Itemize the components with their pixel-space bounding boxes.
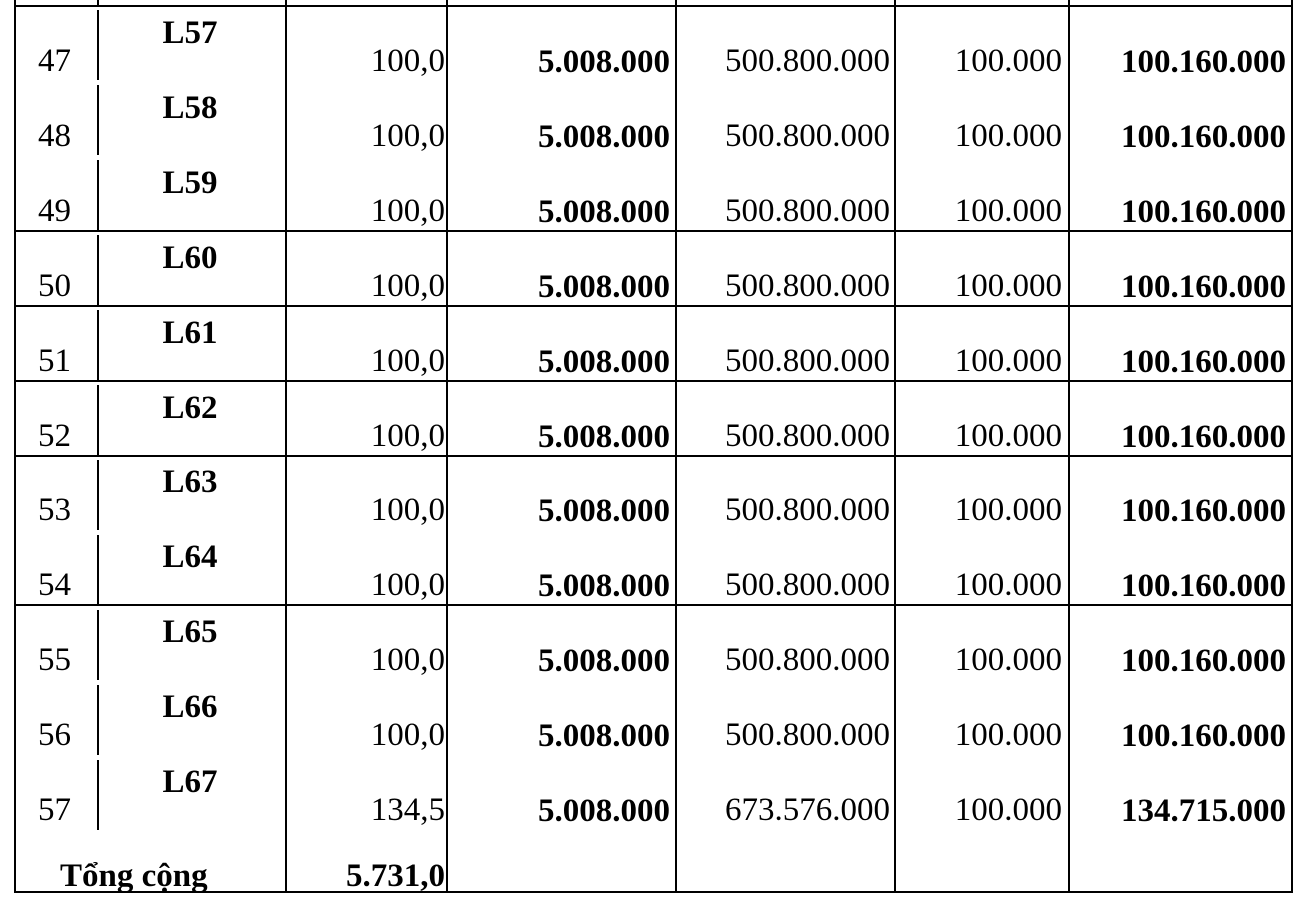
grid-line [97, 685, 99, 755]
cell-area: 100,0 [370, 567, 445, 604]
cell-deposit: 100.160.000 [1121, 193, 1286, 230]
cell-stt: 49 [38, 192, 71, 229]
cell-code: L65 [162, 614, 218, 651]
grid-line [1291, 0, 1293, 893]
grid-line [446, 0, 448, 893]
cell-deposit: 100.160.000 [1121, 643, 1286, 680]
cell-deposit: 100.160.000 [1121, 343, 1286, 380]
cell-step: 100.000 [954, 792, 1062, 828]
cell-value: 500.800.000 [725, 43, 890, 79]
cell-stt: 53 [38, 492, 71, 529]
cell-stt: 48 [38, 117, 71, 154]
cell-code: L61 [162, 314, 218, 351]
cell-stt: 47 [38, 43, 71, 79]
cell-code: L57 [162, 15, 218, 51]
cell-deposit: 100.160.000 [1121, 44, 1286, 80]
grid-line [14, 0, 16, 893]
cell-area: 100,0 [370, 267, 445, 304]
grid-line [97, 10, 99, 80]
cell-value: 500.800.000 [725, 567, 890, 604]
cell-stt: 55 [38, 642, 71, 679]
cell-step: 100.000 [954, 192, 1062, 229]
cell-code: L64 [162, 539, 218, 576]
cell-stt: 54 [38, 567, 71, 604]
cell-deposit: 100.160.000 [1121, 493, 1286, 530]
total-label: Tổng cộng [60, 858, 208, 894]
grid-line [14, 305, 1293, 307]
cell-step: 100.000 [954, 43, 1062, 79]
cell-step: 100.000 [954, 492, 1062, 529]
cell-area: 134,5 [370, 792, 445, 828]
cell-step: 100.000 [954, 417, 1062, 454]
cell-value: 500.800.000 [725, 642, 890, 679]
cell-code: L66 [162, 689, 218, 726]
cell-unit-price: 5.008.000 [538, 343, 670, 380]
cell-value: 500.800.000 [725, 717, 890, 754]
cell-code: L58 [162, 89, 218, 126]
grid-line [97, 0, 99, 5]
cell-deposit: 100.160.000 [1121, 268, 1286, 305]
cell-area: 100,0 [370, 192, 445, 229]
cell-deposit: 100.160.000 [1121, 418, 1286, 455]
cell-unit-price: 5.008.000 [538, 718, 670, 755]
cell-area: 100,0 [370, 492, 445, 529]
cell-unit-price: 5.008.000 [538, 193, 670, 230]
grid-line [97, 160, 99, 230]
cell-value: 500.800.000 [725, 267, 890, 304]
grid-line [97, 385, 99, 455]
grid-line [14, 604, 1293, 606]
cell-deposit: 100.160.000 [1121, 568, 1286, 605]
cell-unit-price: 5.008.000 [538, 118, 670, 155]
cell-code: L63 [162, 464, 218, 501]
cell-code: L62 [162, 389, 218, 426]
cell-step: 100.000 [954, 117, 1062, 154]
cell-unit-price: 5.008.000 [538, 44, 670, 80]
cell-stt: 51 [38, 342, 71, 379]
cell-stt: 56 [38, 717, 71, 754]
grid-line [97, 460, 99, 530]
grid-line [97, 235, 99, 305]
grid-line [285, 0, 287, 893]
grid-line [14, 230, 1293, 232]
cell-code: L67 [162, 764, 218, 800]
grid-line [14, 380, 1293, 382]
cell-area: 100,0 [370, 117, 445, 154]
cell-unit-price: 5.008.000 [538, 643, 670, 680]
cell-step: 100.000 [954, 267, 1062, 304]
cell-area: 100,0 [370, 717, 445, 754]
cell-step: 100.000 [954, 342, 1062, 379]
cell-deposit: 100.160.000 [1121, 718, 1286, 755]
cell-value: 500.800.000 [725, 192, 890, 229]
cell-unit-price: 5.008.000 [538, 268, 670, 305]
cell-area: 100,0 [370, 642, 445, 679]
cell-value: 500.800.000 [725, 492, 890, 529]
cell-step: 100.000 [954, 567, 1062, 604]
cell-stt: 52 [38, 417, 71, 454]
cell-stt: 50 [38, 267, 71, 304]
grid-line [1068, 0, 1070, 893]
grid-line [97, 760, 99, 830]
cell-code: L59 [162, 164, 218, 201]
grid-line [97, 610, 99, 680]
cell-step: 100.000 [954, 717, 1062, 754]
grid-line [894, 0, 896, 893]
cell-deposit: 100.160.000 [1121, 118, 1286, 155]
grid-line [97, 535, 99, 605]
cell-code: L60 [162, 239, 218, 276]
cell-value: 500.800.000 [725, 117, 890, 154]
cell-unit-price: 5.008.000 [538, 418, 670, 455]
grid-line [14, 5, 1293, 7]
grid-line [14, 455, 1293, 457]
cell-unit-price: 5.008.000 [538, 568, 670, 605]
cell-deposit: 134.715.000 [1121, 793, 1286, 829]
cell-area: 100,0 [370, 342, 445, 379]
cell-value: 500.800.000 [725, 417, 890, 454]
cell-step: 100.000 [954, 642, 1062, 679]
grid-line [97, 85, 99, 155]
cell-stt: 57 [38, 792, 71, 828]
cell-value: 500.800.000 [725, 342, 890, 379]
cell-unit-price: 5.008.000 [538, 793, 670, 829]
grid-line [675, 0, 677, 893]
cell-unit-price: 5.008.000 [538, 493, 670, 530]
cell-value: 673.576.000 [725, 792, 890, 828]
cell-area: 100,0 [370, 43, 445, 79]
total-area: 5.731,0 [346, 858, 445, 894]
grid-line [97, 310, 99, 380]
cell-area: 100,0 [370, 417, 445, 454]
